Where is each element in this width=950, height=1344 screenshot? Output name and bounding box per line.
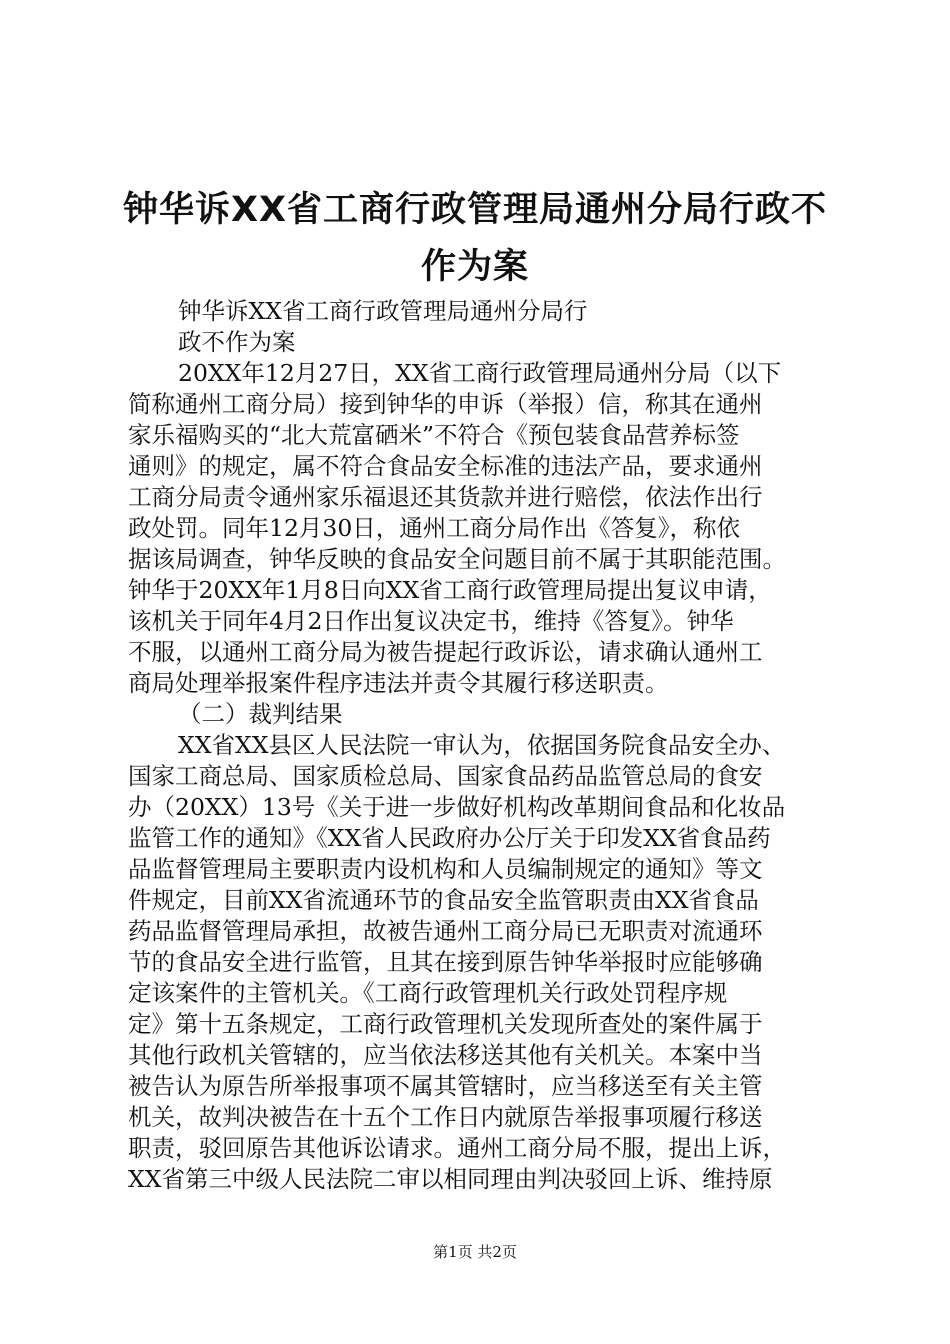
body-line: 件规定，目前XX省流通环节的食品安全监管职责由XX省食品: [128, 886, 759, 914]
body-line: 该机关于同年4月2日作出复议决定书，维持《答复》。钟华: [128, 607, 734, 635]
body-line: 据该局调查，钟华反映的食品安全问题目前不属于其职能范围。: [128, 545, 786, 573]
body-line: 定该案件的主管机关。《工商行政管理机关行政处罚程序规: [128, 979, 728, 1007]
body-line: 工商分局责令通州家乐福退还其货款并进行赔偿，依法作出行: [128, 483, 763, 511]
body-line: 简称通州工商分局）接到钟华的申诉（举报）信，称其在通州: [128, 390, 763, 418]
body-line: 政不作为案: [178, 328, 296, 356]
body-line: 通则》的规定，属不符合食品安全标准的违法产品，要求通州: [128, 452, 763, 480]
body-line: （二）裁判结果: [178, 700, 343, 728]
body-line: 国家工商总局、国家质检总局、国家食品药品监管总局的食安: [128, 762, 763, 790]
document-body: [128, 296, 828, 1195]
body-line: 不服，以通州工商分局为被告提起行政诉讼，请求确认通州工: [128, 638, 763, 666]
body-line: 机关，故判决被告在十五个工作日内就原告举报事项履行移送: [128, 1103, 763, 1131]
body-line: 钟华诉XX省工商行政管理局通州分局行: [178, 297, 588, 325]
body-line: 政处罚。同年12月30日，通州工商分局作出《答复》，称依: [128, 514, 741, 542]
body-line: 办（20XX）13号《关于进一步做好机构改革期间食品和化妆品: [128, 793, 786, 821]
body-line: 职责，驳回原告其他诉讼请求。通州工商分局不服，提出上诉，: [128, 1134, 786, 1162]
body-line: 定》第十五条规定，工商行政管理机关发现所查处的案件属于: [128, 1010, 763, 1038]
document-title-line-2: 作为案: [420, 247, 529, 287]
body-line: 商局处理举报案件程序违法并责令其履行移送职责。: [128, 669, 669, 697]
body-line: 药品监督管理局承担，故被告通州工商分局已无职责对流通环: [128, 917, 763, 945]
page-footer: 第1页 共2页: [433, 1243, 517, 1261]
body-line: XX省第三中级人民法院二审以相同理由判决驳回上诉、维持原: [128, 1165, 773, 1193]
body-line: 监管工作的通知》《XX省人民政府办公厅关于印发XX省食品药: [128, 824, 771, 852]
body-line: 钟华于20XX年1月8日向XX省工商行政管理局提出复议申请，: [128, 576, 772, 604]
body-line: 节的食品安全进行监管，且其在接到原告钟华举报时应能够确: [128, 948, 763, 976]
body-line: 其他行政机关管辖的，应当依法移送其他有关机关。本案中当: [128, 1041, 763, 1069]
body-line: XX省XX县区人民法院一审认为，依据国务院食品安全办、: [178, 731, 786, 759]
body-line: 品监督管理局主要职责内设机构和人员编制规定的通知》等文: [128, 855, 763, 883]
body-line: 家乐福购买的“北大荒富硒米”不符合《预包装食品营养标签: [128, 421, 740, 449]
document-title-line-1: 钟华诉XX省工商行政管理局通州分局行政不: [123, 190, 827, 230]
body-line: 被告认为原告所举报事项不属其管辖时，应当移送至有关主管: [128, 1072, 763, 1100]
body-line: 20XX年12月27日，XX省工商行政管理局通州分局（以下: [178, 359, 782, 387]
